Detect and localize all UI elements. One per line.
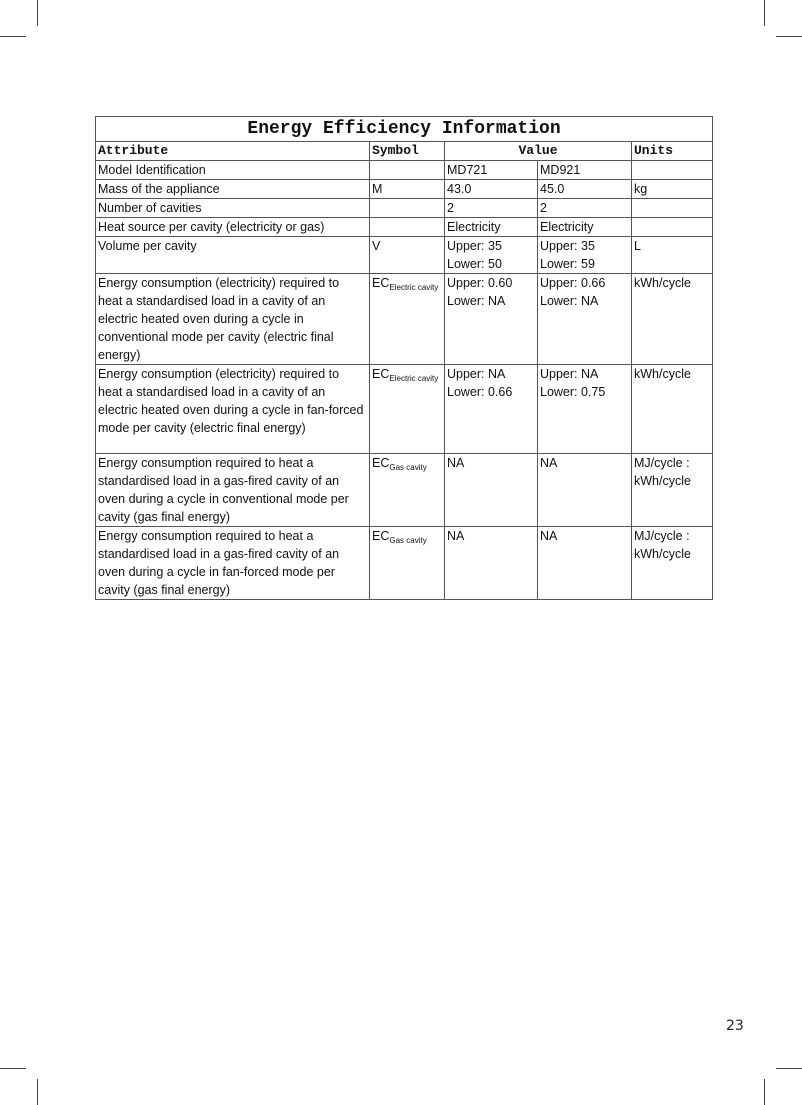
symbol-cell bbox=[370, 218, 445, 237]
value-cell: 2 bbox=[538, 199, 632, 218]
table-row bbox=[96, 365, 713, 454]
attribute-line: standardised load in a gas-fired cavity of an bbox=[98, 547, 340, 561]
value-cell: MD921 bbox=[538, 161, 632, 180]
units-cell bbox=[632, 454, 713, 527]
crop-mark bbox=[37, 1079, 38, 1105]
units-cell: L bbox=[632, 237, 713, 274]
symbol-main: EC bbox=[372, 276, 390, 290]
header-symbol: Symbol bbox=[370, 142, 445, 161]
value-lower: Lower: 0.75 bbox=[540, 385, 606, 399]
value-cell bbox=[445, 365, 538, 454]
crop-mark bbox=[0, 36, 26, 37]
attribute-line: Energy consumption (electricity) required to bbox=[98, 367, 340, 381]
value-cell bbox=[538, 237, 632, 274]
attribute-line: heat a standardised load in a cavity of an bbox=[98, 385, 326, 399]
attribute-line: Energy consumption (electricity) required to bbox=[98, 276, 340, 290]
crop-mark bbox=[776, 36, 802, 37]
value-lower: Lower: 59 bbox=[540, 257, 595, 271]
units-cell: kWh/cycle bbox=[632, 274, 713, 365]
value-upper: Upper: 35 bbox=[447, 239, 502, 253]
units-line: kWh/cycle bbox=[634, 547, 691, 561]
attribute-line: standardised load in a gas-fired cavity of an bbox=[98, 474, 340, 488]
header-attribute: Attribute bbox=[96, 142, 370, 161]
table-row bbox=[96, 237, 713, 274]
units-line: MJ/cycle : bbox=[634, 456, 690, 470]
page-number: 23 bbox=[726, 1018, 744, 1034]
crop-mark bbox=[776, 1068, 802, 1069]
value-upper: Upper: 0.66 bbox=[540, 276, 606, 290]
attribute-cell bbox=[96, 454, 370, 527]
table-row bbox=[96, 199, 713, 218]
value-lower: Lower: NA bbox=[540, 294, 599, 308]
units-cell: kWh/cycle bbox=[632, 365, 713, 454]
attribute-cell: Volume per cavity bbox=[96, 237, 370, 274]
value-cell bbox=[445, 274, 538, 365]
attribute-line: conventional mode per cavity (electric final bbox=[98, 330, 334, 344]
attribute-cell: Number of cavities bbox=[96, 199, 370, 218]
symbol-cell: V bbox=[370, 237, 445, 274]
attribute-line: cavity (gas final energy) bbox=[98, 583, 231, 597]
value-upper: Upper: NA bbox=[540, 367, 599, 381]
value-cell: 2 bbox=[445, 199, 538, 218]
attribute-cell bbox=[96, 365, 370, 454]
symbol-cell bbox=[370, 161, 445, 180]
value-cell bbox=[538, 365, 632, 454]
units-cell bbox=[632, 161, 713, 180]
units-cell: kg bbox=[632, 180, 713, 199]
energy-efficiency-table bbox=[95, 116, 713, 600]
symbol-cell bbox=[370, 199, 445, 218]
attribute-line: heat a standardised load in a cavity of an bbox=[98, 294, 326, 308]
table-title: Energy Efficiency Information bbox=[96, 117, 713, 142]
symbol-subscript: Electric cavity bbox=[389, 374, 439, 383]
table-row bbox=[96, 454, 713, 527]
table-row bbox=[96, 527, 713, 600]
value-cell bbox=[538, 274, 632, 365]
value-lower: Lower: NA bbox=[447, 294, 506, 308]
attribute-line: energy) bbox=[98, 348, 141, 362]
value-cell: NA bbox=[538, 527, 632, 600]
value-cell: 43.0 bbox=[445, 180, 538, 199]
attribute-line: electric heated oven during a cycle in bbox=[98, 312, 304, 326]
attribute-line: Energy consumption required to heat a bbox=[98, 456, 314, 470]
attribute-line: Energy consumption required to heat a bbox=[98, 529, 314, 543]
symbol-cell bbox=[370, 527, 445, 600]
units-cell bbox=[632, 527, 713, 600]
symbol-cell bbox=[370, 274, 445, 365]
table-row bbox=[96, 161, 713, 180]
units-line: MJ/cycle : bbox=[634, 529, 690, 543]
value-cell: Electricity bbox=[538, 218, 632, 237]
attribute-line: cavity (gas final energy) bbox=[98, 510, 231, 524]
units-cell bbox=[632, 199, 713, 218]
header-value: Value bbox=[445, 142, 632, 161]
value-cell: Electricity bbox=[445, 218, 538, 237]
table-row bbox=[96, 180, 713, 199]
value-upper: Upper: 0.60 bbox=[447, 276, 513, 290]
value-cell bbox=[445, 237, 538, 274]
units-cell bbox=[632, 218, 713, 237]
value-lower: Lower: 50 bbox=[447, 257, 502, 271]
value-cell: NA bbox=[445, 454, 538, 527]
attribute-line: oven during a cycle in fan-forced mode per bbox=[98, 565, 335, 579]
attribute-line: mode per cavity (electric final energy) bbox=[98, 421, 306, 435]
symbol-subscript: Electric cavity bbox=[389, 283, 439, 292]
attribute-cell: Model Identification bbox=[96, 161, 370, 180]
value-lower: Lower: 0.66 bbox=[447, 385, 513, 399]
symbol-subscript: Gas cavity bbox=[389, 463, 427, 472]
value-upper: Upper: 35 bbox=[540, 239, 595, 253]
symbol-main: EC bbox=[372, 456, 390, 470]
value-upper: Upper: NA bbox=[447, 367, 506, 381]
symbol-main: EC bbox=[372, 529, 390, 543]
attribute-cell: Heat source per cavity (electricity or gas) bbox=[96, 218, 370, 237]
value-cell: 45.0 bbox=[538, 180, 632, 199]
attribute-line: oven during a cycle in conventional mode per bbox=[98, 492, 349, 506]
value-cell: NA bbox=[445, 527, 538, 600]
value-cell: MD721 bbox=[445, 161, 538, 180]
units-line: kWh/cycle bbox=[634, 474, 691, 488]
symbol-subscript: Gas cavity bbox=[389, 536, 427, 545]
crop-mark bbox=[0, 1068, 26, 1069]
value-cell: NA bbox=[538, 454, 632, 527]
symbol-cell bbox=[370, 454, 445, 527]
symbol-main: EC bbox=[372, 367, 390, 381]
crop-mark bbox=[764, 1079, 765, 1105]
attribute-cell bbox=[96, 274, 370, 365]
crop-mark bbox=[37, 0, 38, 26]
table-row bbox=[96, 274, 713, 365]
header-units: Units bbox=[632, 142, 713, 161]
attribute-cell bbox=[96, 527, 370, 600]
attribute-line: electric heated oven during a cycle in fan-forced bbox=[98, 403, 364, 417]
symbol-cell bbox=[370, 365, 445, 454]
crop-mark bbox=[764, 0, 765, 26]
attribute-cell: Mass of the appliance bbox=[96, 180, 370, 199]
symbol-cell: M bbox=[370, 180, 445, 199]
table-row bbox=[96, 218, 713, 237]
